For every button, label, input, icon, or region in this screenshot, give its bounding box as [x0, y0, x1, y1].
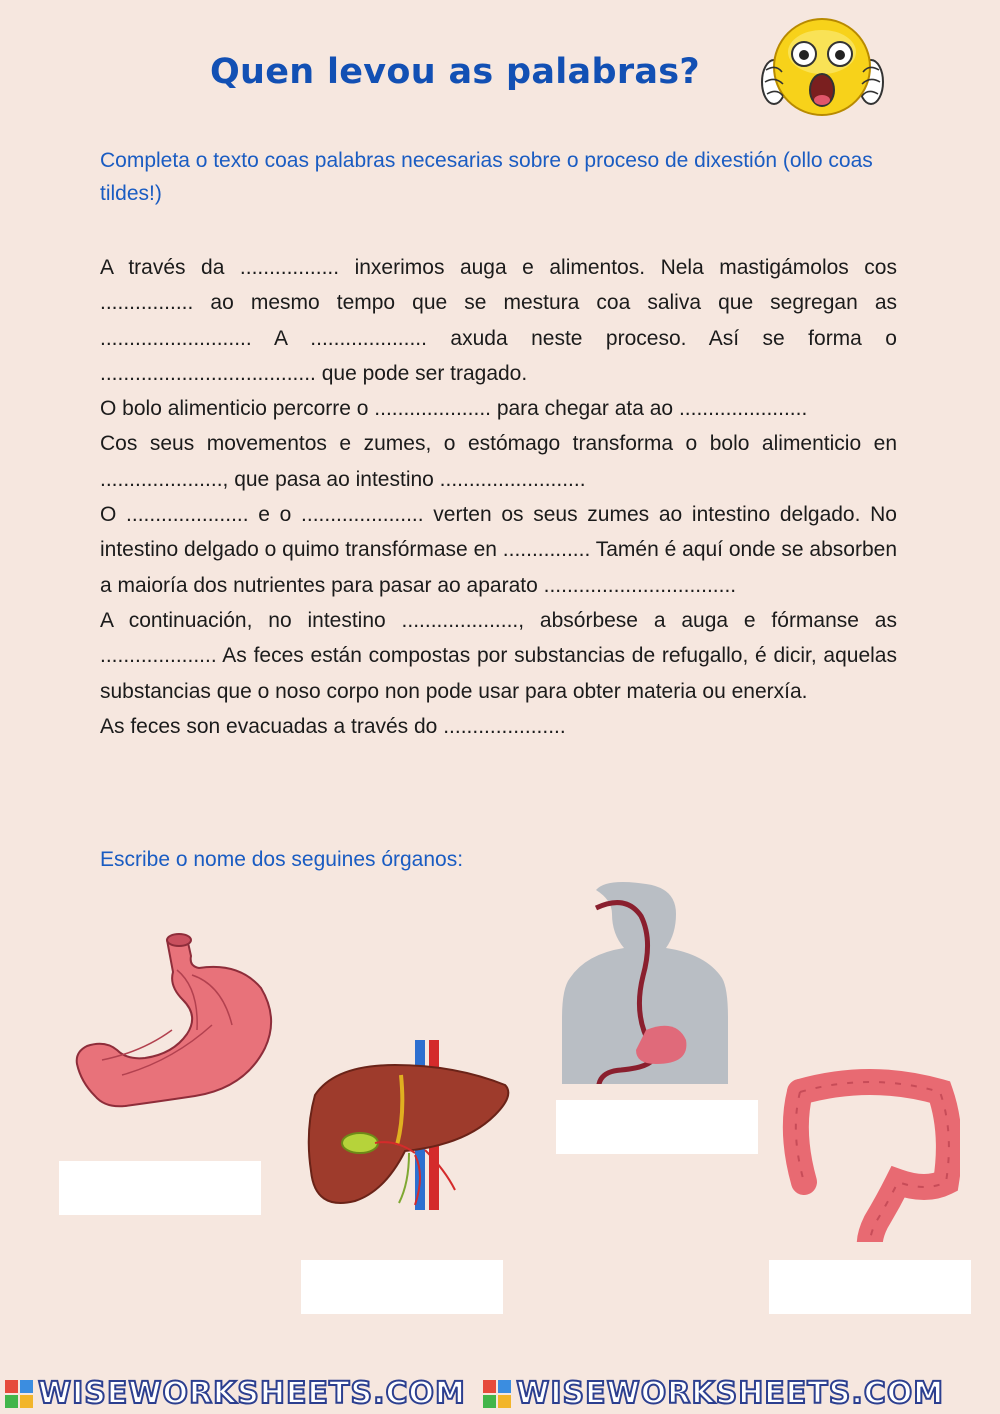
wiseworksheets-logo-icon — [4, 1379, 34, 1409]
footer-brand-text: WISEWORKSHEETS.COM — [38, 1376, 466, 1411]
scared-face-emoji-icon — [760, 12, 885, 122]
paragraph: A continuación, no intestino ...................., absórbese a auga e fórmanse as .................... As feces están compostas por substancias de refugallo, é dicir, aquelas substancias que o noso corpo non pode usar para obter materia ou enerxía. — [100, 608, 897, 703]
instruction-text: Completa o texto coas palabras necesarias sobre o proceso de dixestión (ollo coas tildes!) — [100, 149, 873, 205]
cloze-text — [100, 250, 897, 744]
paragraph: O bolo alimenticio percorre o .................... para chegar ata ao ...................... — [100, 397, 808, 421]
answer-input-stomach[interactable] — [59, 1161, 261, 1215]
answer-input-esophagus[interactable] — [556, 1100, 758, 1154]
stomach-image — [72, 930, 277, 1110]
paragraph: Cos seus movementos e zumes, o estómago transforma o bolo alimenticio en ....................., que pasa ao intestino ......................... — [100, 432, 897, 491]
wiseworksheets-logo-icon — [482, 1379, 512, 1409]
paragraph: O ..................... e o ..................... verten os seus zumes ao intestino delgado. No intestino delgado o quimo transfórmase en ............... Tamén é aquí onde se absorben a maioría dos nutrientes para pasar ao aparato ................................. — [100, 503, 897, 597]
answer-input-liver[interactable] — [301, 1260, 503, 1314]
section-heading: Escribe o nome dos seguines órganos: — [100, 848, 464, 871]
footer-brand — [0, 1376, 466, 1411]
footer-banner — [0, 1376, 1000, 1414]
footer-brand-text: WISEWORKSHEETS.COM — [516, 1376, 945, 1411]
paragraph: A través da ................. inxerimos auga e alimentos. Nela mastigámolos cos ................ ao mesmo tempo que se mestura coa saliva que segregan as .......................... A .................... axuda neste proceso. Así se forma o ..................................... que pode ser tragado. — [100, 256, 897, 385]
page-title: Quen levou as palabras? — [209, 52, 701, 92]
footer-brand-repeat — [478, 1376, 944, 1411]
large-intestine-image — [780, 1062, 960, 1242]
esophagus-image — [556, 880, 734, 1084]
answer-input-large-intestine[interactable] — [769, 1260, 971, 1314]
liver-image — [305, 1035, 515, 1215]
paragraph: As feces son evacuadas a través do ..................... — [100, 714, 566, 738]
